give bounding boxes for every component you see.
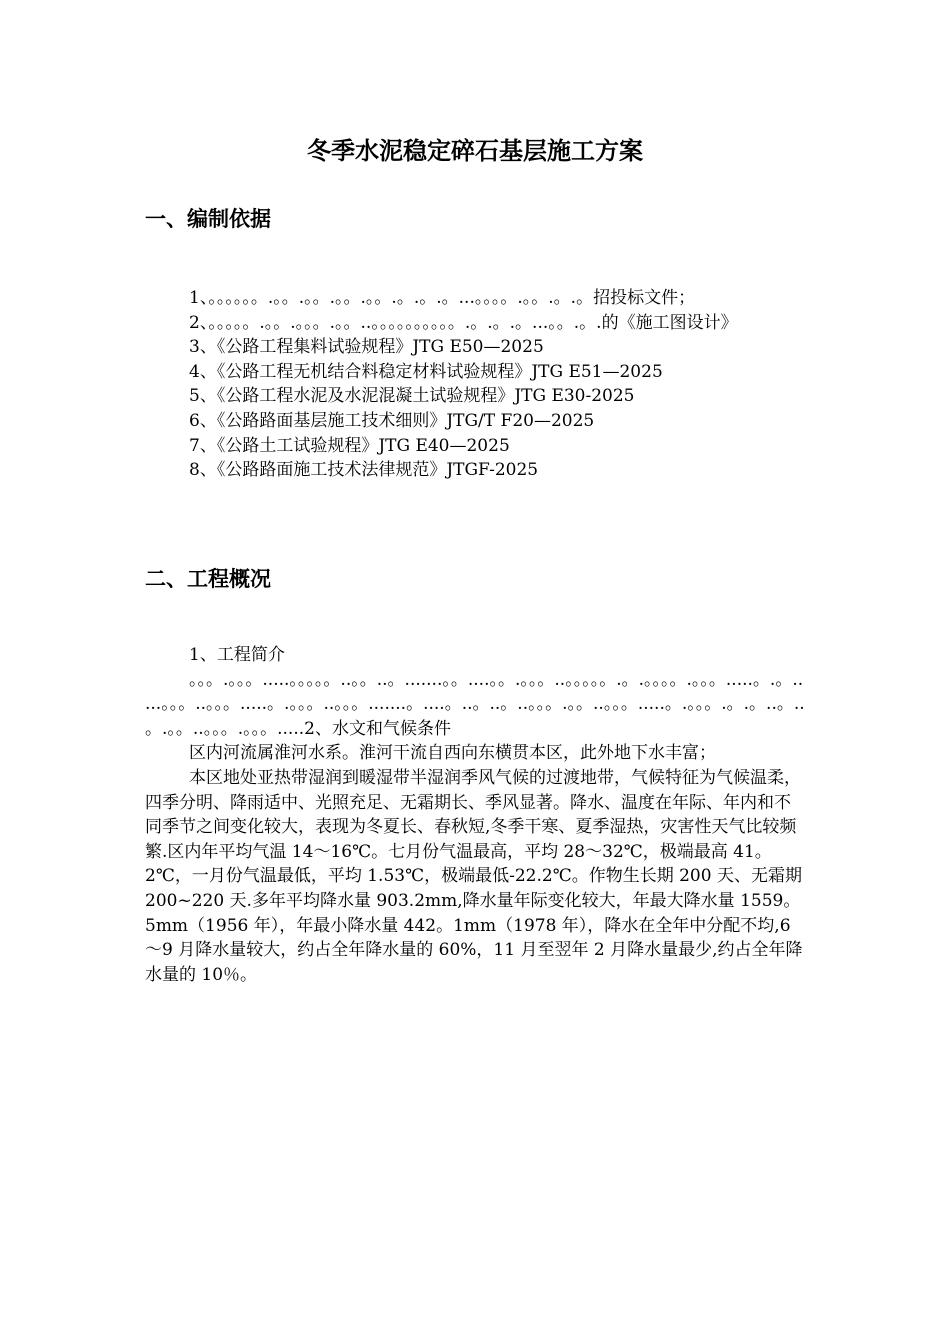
basis-item: 1、。。。。。。.。。.。。.。。.。。.。.。.。...。。。。.。。.。.。招投标文件；: [189, 288, 696, 308]
basis-item: 3、《公路工程集料试验规程》JTG E50—2025: [189, 337, 544, 358]
basis-item: 2、。。。。。.。。.。。。.。。..。。。。。。。。。。.。.。.。...。。.。.的《施工图设计》: [189, 312, 738, 333]
subheading-project-intro: 1、工程简介: [189, 645, 285, 665]
section-heading-basis: 一、编制依据: [145, 207, 271, 231]
section-heading-overview: 二、工程概况: [145, 567, 271, 591]
basis-item: 4、《公路工程无机结合料稳定材料试验规程》JTG E51—2025: [189, 361, 663, 382]
document-title: 冬季水泥稳定碎石基层施工方案: [307, 137, 643, 165]
project-intro-text: 。。。.。。。.....。。。。。..。。..。.......。。....。。.。。。..。。。。。.。.。。。。.。。。.....。.。.....。。。..。。。.....。.。。。..。。。.......。....。..。..。..。。。.。。..。。。.....。.。。。.。.。..。..。.。。..。。。.。。。.....2、水文和气候条件: [145, 669, 805, 739]
basis-list: [145, 286, 807, 483]
overview-body: [145, 643, 807, 987]
basis-item: 5、《公路工程水泥及水泥混凝土试验规程》JTG E30-2025: [189, 386, 635, 407]
basis-item: 7、《公路土工试验规程》JTG E40—2025: [189, 435, 510, 456]
basis-item: 8、《公路路面施工技术法律规范》JTGF-2025: [189, 460, 539, 481]
basis-item: 6、《公路路面基层施工技术细则》JTG/T F20—2025: [189, 410, 595, 431]
climate-paragraph: 本区地处亚热带湿润到暖湿带半湿润季风气候的过渡地带，气候特征为气候温柔，四季分明、降雨适中、光照充足、无霜期长、季风显著。降水、温度在年际、年内和不同季节之间变化较大，表现为冬夏长、春秋短,冬季干寒、夏季湿热，灾害性天气比较频繁.区内年平均气温 14～16℃。七月份气温最高，平均 28～32℃，极端最高 41。2℃，一月份气温最低，平均 1.53℃，极端最低-22.2℃。作物生长期 200 天、无霜期 200~220 天.多年平均降水量 903.2mm,降水量年际变化较大，年最大降水量 1559。5mm（1956 年），年最小降水量 442。1mm（1978 年），降水在全年中分配不均,6～9 月降水量较大，约占全年降水量的 60%，11 月至翌年 2 月降水量最少,约占全年降水量的 10％。: [145, 767, 803, 985]
hydrology-paragraph: 区内河流属淮河水系。淮河干流自西向东横贯本区，此外地下水丰富；: [189, 743, 716, 764]
